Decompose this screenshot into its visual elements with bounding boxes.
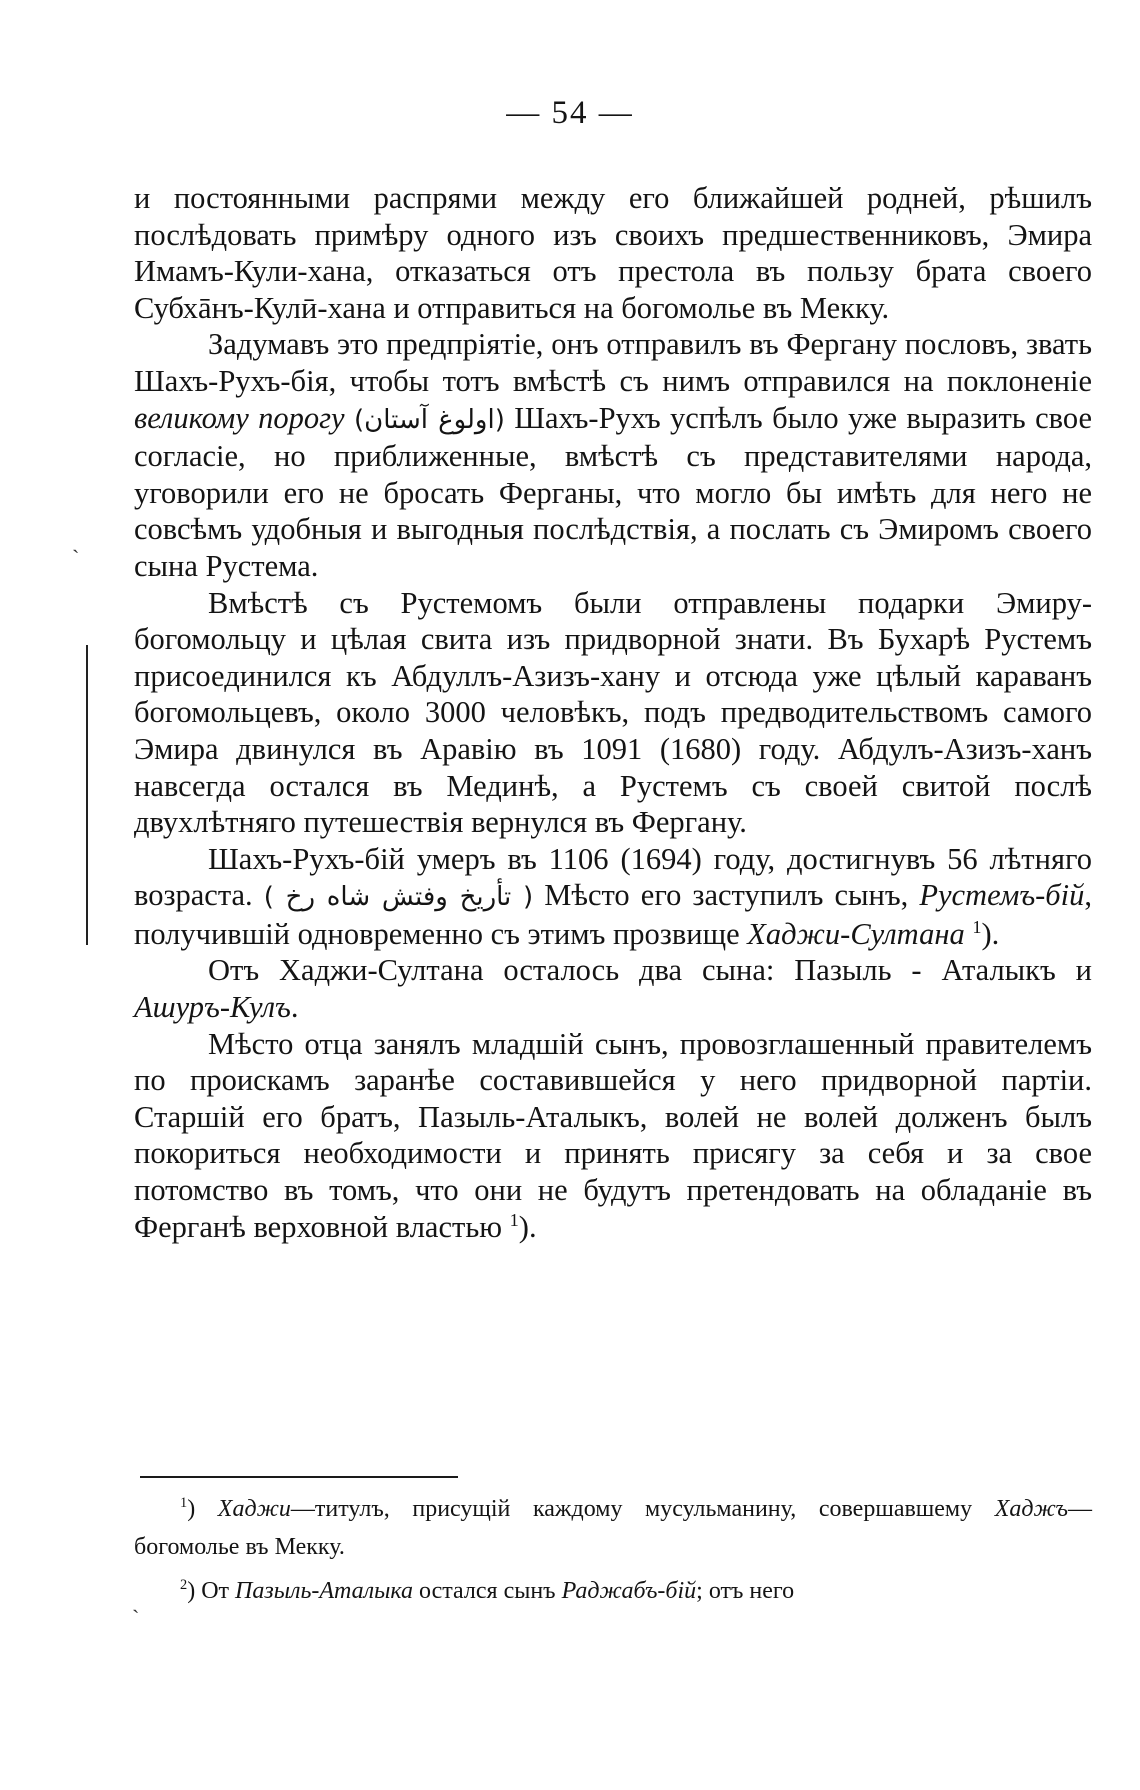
p5-italic-1: Ашуръ-Кулъ bbox=[134, 990, 291, 1025]
margin-tick-mark-2: ˎ bbox=[132, 1588, 140, 1613]
margin-tick-mark: ˎ bbox=[72, 528, 80, 553]
paragraph-4 bbox=[134, 841, 1092, 953]
footnote-2-text-3: ; отъ него bbox=[696, 1578, 795, 1604]
footnote-1-text-1: —титулъ, присущій каждому мусульманину, совершавшему bbox=[290, 1496, 995, 1522]
footnote-2-italic-1: Пазыль-Аталыка bbox=[235, 1578, 413, 1604]
p4-footnote-ref: 1 bbox=[972, 916, 982, 937]
footnote-1: $^1$) Хаджи—титулъ, присущій каждому мусульманину, совершавшему Хаджъ—богомолье въ Мекку. bbox=[134, 1495, 1092, 1560]
footnote-2-italic-2: Раджабъ-бій bbox=[561, 1578, 697, 1604]
p4-text-2: Мѣсто его заступилъ сынъ, bbox=[533, 878, 920, 913]
p4-italic-2: Хаджи-Султана bbox=[747, 916, 965, 951]
footnote-1-marker: 1 bbox=[180, 1495, 188, 1511]
p4-text-1: Шахъ-Рухъ-бій умеръ въ 1106 (1694) году, достигнувъ 56 лѣтняго возраста. bbox=[134, 841, 1092, 913]
page-number: — 54 — bbox=[506, 95, 634, 131]
footnote-2-text-2: остался сынъ bbox=[413, 1578, 562, 1604]
footnote-2-text-1: От bbox=[201, 1578, 236, 1604]
p2-arabic-1: (اولوغ آستان) bbox=[354, 404, 505, 435]
p5-text-2: . bbox=[290, 990, 299, 1025]
paragraph-6 bbox=[134, 1026, 1092, 1246]
footnote-1-italic-2: Хаджъ bbox=[994, 1496, 1068, 1522]
p2-text-2: Шахъ-Рухъ успѣлъ было уже выразить свое согласіе, но приближенные, вмѣстѣ съ представителями народа, уговорили его не бросать Ферганы, что могло бы имѣть для него не совсѣмъ удобныя и выгодныя послѣдствія, а послать съ Эмиромъ своего сына Рустема. bbox=[134, 400, 1093, 583]
footnote-divider bbox=[140, 1476, 458, 1478]
paragraph-5 bbox=[134, 952, 1092, 1025]
p2-italic-1: великому порогу bbox=[134, 400, 345, 435]
p5-text-1: Отъ Хаджи-Султана осталось два сына: Пазыль - Аталыкъ и bbox=[208, 953, 1092, 988]
p4-arabic-1: ( تأريخ وفتش شاه رخ ) bbox=[263, 882, 534, 913]
p6-text-1: Мѣсто отца занялъ младшій сынъ, провозглашенный правителемъ по проискамъ заранѣе составившейся у него придворной партіи. Старшій его братъ, Пазыль-Аталыкъ, волей не волей долженъ былъ покориться необходимости и принять присягу за себя и за свое потомство въ томъ, что они не будутъ претендовать на обладаніе въ Ферганѣ верховной властью bbox=[134, 1026, 1092, 1244]
p1-text: и постоянными распрями между его ближайшей родней, рѣшилъ послѣдовать примѣру одного изъ своихъ предшественниковъ, Эмира Имамъ-Кули-хана, отказаться отъ престола въ пользу брата своего Субхāнъ-Кулӣ-хана и отправиться на богомолье въ Мекку. bbox=[134, 181, 1092, 325]
footnote-1-italic-1: Хаджи bbox=[217, 1496, 291, 1522]
margin-pencil-mark bbox=[86, 645, 88, 945]
footnote-2-marker: 2 bbox=[180, 1577, 188, 1593]
body-text bbox=[134, 180, 1092, 1245]
paragraph-1 bbox=[134, 180, 1092, 326]
p4-italic-1: Рустемъ-бій bbox=[919, 878, 1085, 913]
p4-text-4: ). bbox=[981, 916, 1000, 951]
paragraph-2 bbox=[134, 326, 1092, 584]
p3-text: Вмѣстѣ съ Рустемомъ были отправлены подарки Эмиру-богомольцу и цѣлая свита изъ придворной знати. Въ Бухарѣ Рустемъ присоединился къ Абдуллъ-Азизъ-хану и отсюда уже цѣлый караванъ богомольцевъ, около 3000 человѣкъ, подъ предводительствомъ самого Эмира двинулся въ Аравію въ 1091 (1680) году. Абдулъ-Азизъ-ханъ навсегда остался въ Мединѣ, а Рустемъ съ своей свитой послѣ двухлѣтняго путешествія вернулся въ Фергану. bbox=[134, 585, 1092, 840]
footnote-1-text-2: —богомолье въ Мекку. bbox=[134, 1496, 1092, 1560]
p4-text-3: , получившій одновременно съ этимъ прозвище bbox=[134, 878, 1092, 951]
p6-footnote-ref: 1 bbox=[509, 1209, 519, 1230]
footnotes bbox=[134, 1490, 1092, 1616]
p6-text-2: ). bbox=[518, 1209, 537, 1244]
paragraph-3 bbox=[134, 585, 1092, 841]
p2-text-1: Задумавъ это предпріятіе, онъ отправилъ въ Фергану пословъ, звать Шахъ-Рухъ-бія, чтобы тотъ вмѣстѣ съ нимъ отправился на поклоненіе bbox=[134, 327, 1092, 398]
footnote-2: $^2$) От Пазыль-Аталыка остался сынъ Раджабъ-бій; отъ него bbox=[180, 1577, 795, 1604]
